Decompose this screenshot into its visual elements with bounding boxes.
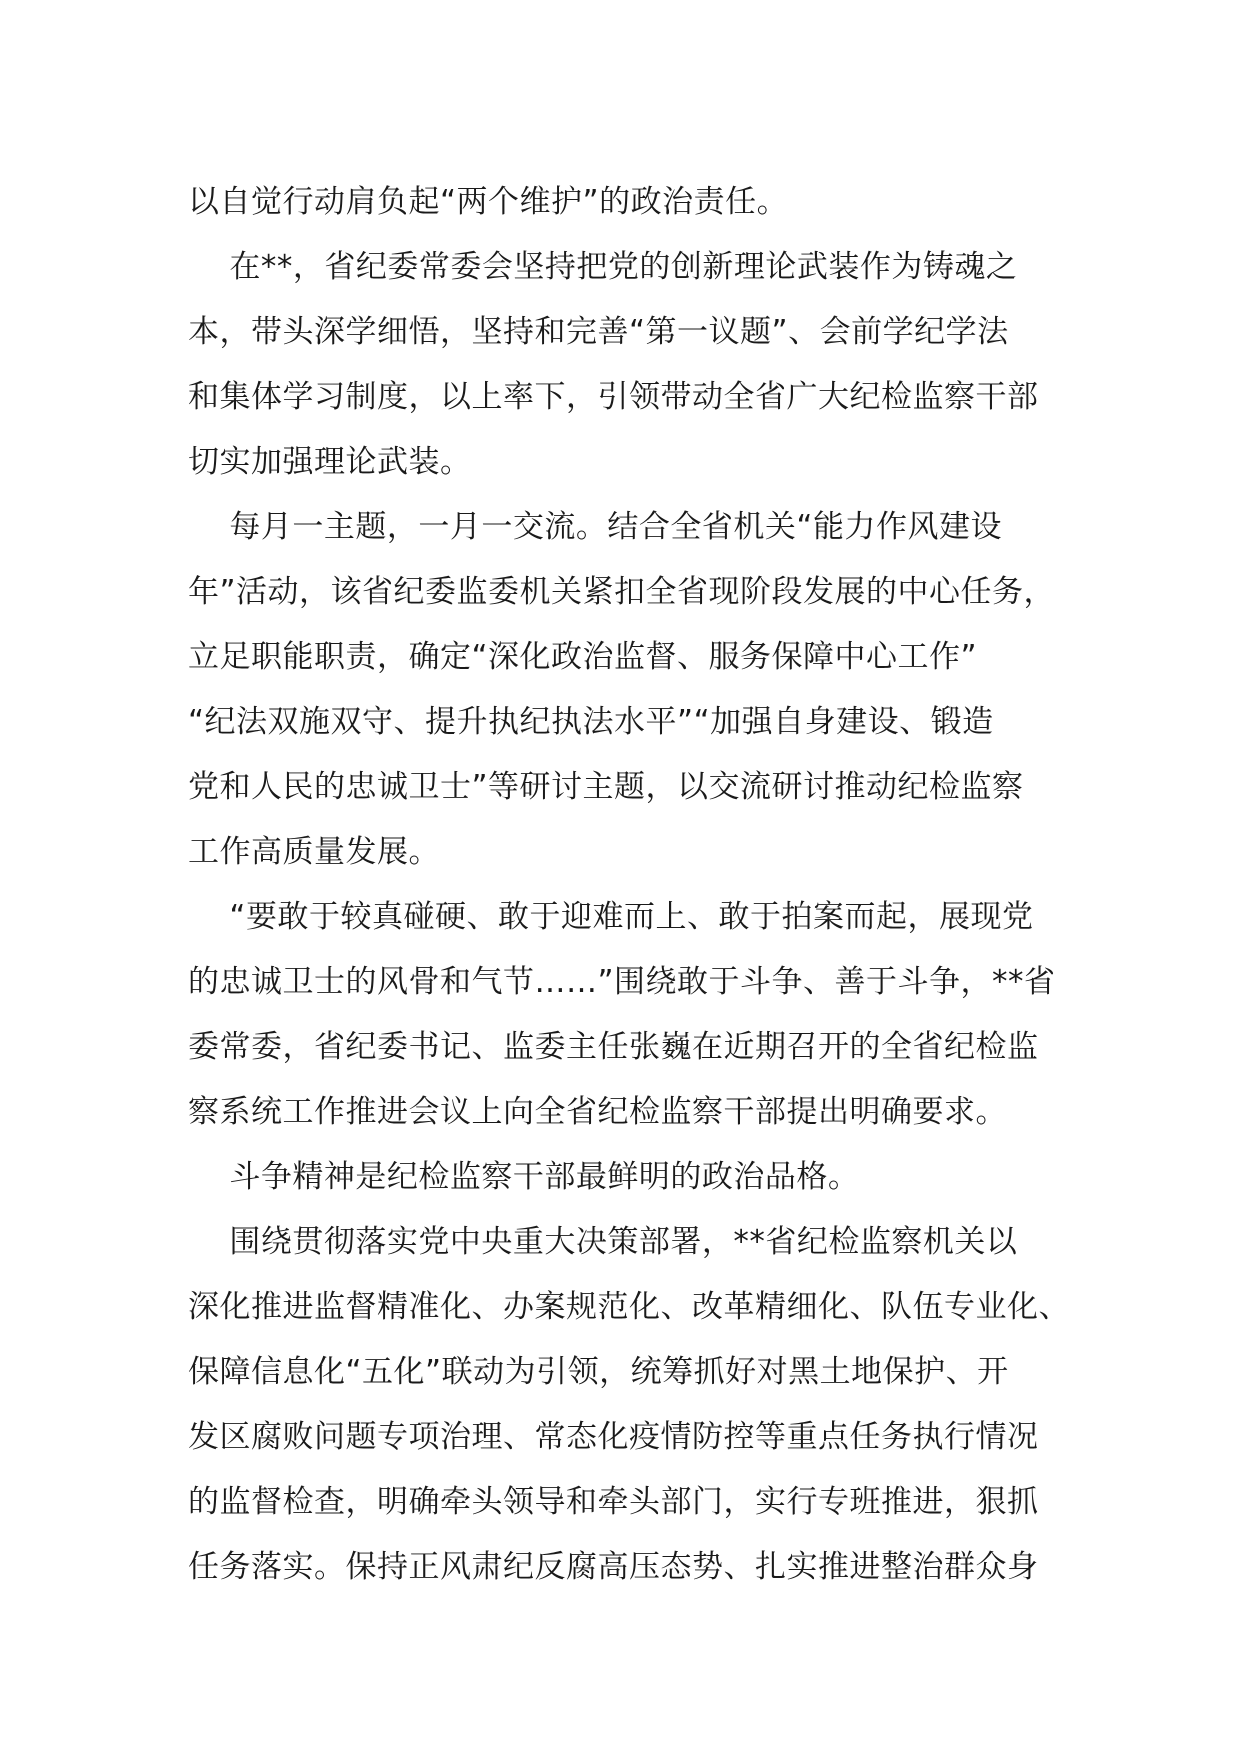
text-line: 深化推进监督精准化、办案规范化、改革精细化、队伍专业化、 bbox=[188, 1289, 1070, 1325]
text-line: 斗争精神是纪检监察干部最鲜明的政治品格。 bbox=[188, 1159, 860, 1195]
text-line: “要敢于较真碰硬、敢于迎难而上、敢于拍案而起，展现党 bbox=[188, 899, 1034, 935]
text-line: 发区腐败问题专项治理、常态化疫情防控等重点任务执行情况 bbox=[188, 1419, 1039, 1455]
text-line: 立足职能职责，确定“深化政治监督、服务保障中心工作” bbox=[188, 639, 978, 675]
text-line: 保障信息化“五化”联动为引领，统筹抓好对黑土地保护、开 bbox=[188, 1354, 1009, 1390]
text-line: 和集体学习制度，以上率下，引领带动全省广大纪检监察干部 bbox=[188, 379, 1039, 415]
text-line: 本，带头深学细悟，坚持和完善“第一议题”、会前学纪学法 bbox=[188, 314, 1009, 350]
text-line: 察系统工作推进会议上向全省纪检监察干部提出明确要求。 bbox=[188, 1094, 1007, 1130]
text-line: 切实加强理论武装。 bbox=[188, 444, 472, 480]
text-line: “纪法双施双守、提升执纪执法水平”“加强自身建设、锻造 bbox=[188, 704, 994, 740]
text-line: 的监督检查，明确牵头领导和牵头部门，实行专班推进，狠抓 bbox=[188, 1484, 1039, 1520]
text-line: 委常委，省纪委书记、监委主任张巍在近期召开的全省纪检监 bbox=[188, 1029, 1039, 1065]
text-line: 的忠诚卫士的风骨和气节……”围绕敢于斗争、善于斗争，**省 bbox=[188, 964, 1056, 1000]
text-line: 工作高质量发展。 bbox=[188, 834, 440, 870]
text-line: 党和人民的忠诚卫士”等研讨主题，以交流研讨推动纪检监察 bbox=[188, 769, 1024, 805]
text-line: 每月一主题，一月一交流。结合全省机关“能力作风建设 bbox=[188, 509, 1002, 545]
text-line: 围绕贯彻落实党中央重大决策部署，**省纪检监察机关以 bbox=[188, 1224, 1018, 1260]
text-line: 在**，省纪委常委会坚持把党的创新理论武装作为铸魂之 bbox=[188, 249, 1018, 285]
text-line: 任务落实。保持正风肃纪反腐高压态势、扎实推进整治群众身 bbox=[188, 1549, 1039, 1585]
body-text bbox=[188, 170, 1068, 1600]
text-line: 以自觉行动肩负起“两个维护”的政治责任。 bbox=[188, 184, 789, 220]
text-line: 年”活动，该省纪委监委机关紧扣全省现阶段发展的中心任务， bbox=[188, 574, 1056, 610]
